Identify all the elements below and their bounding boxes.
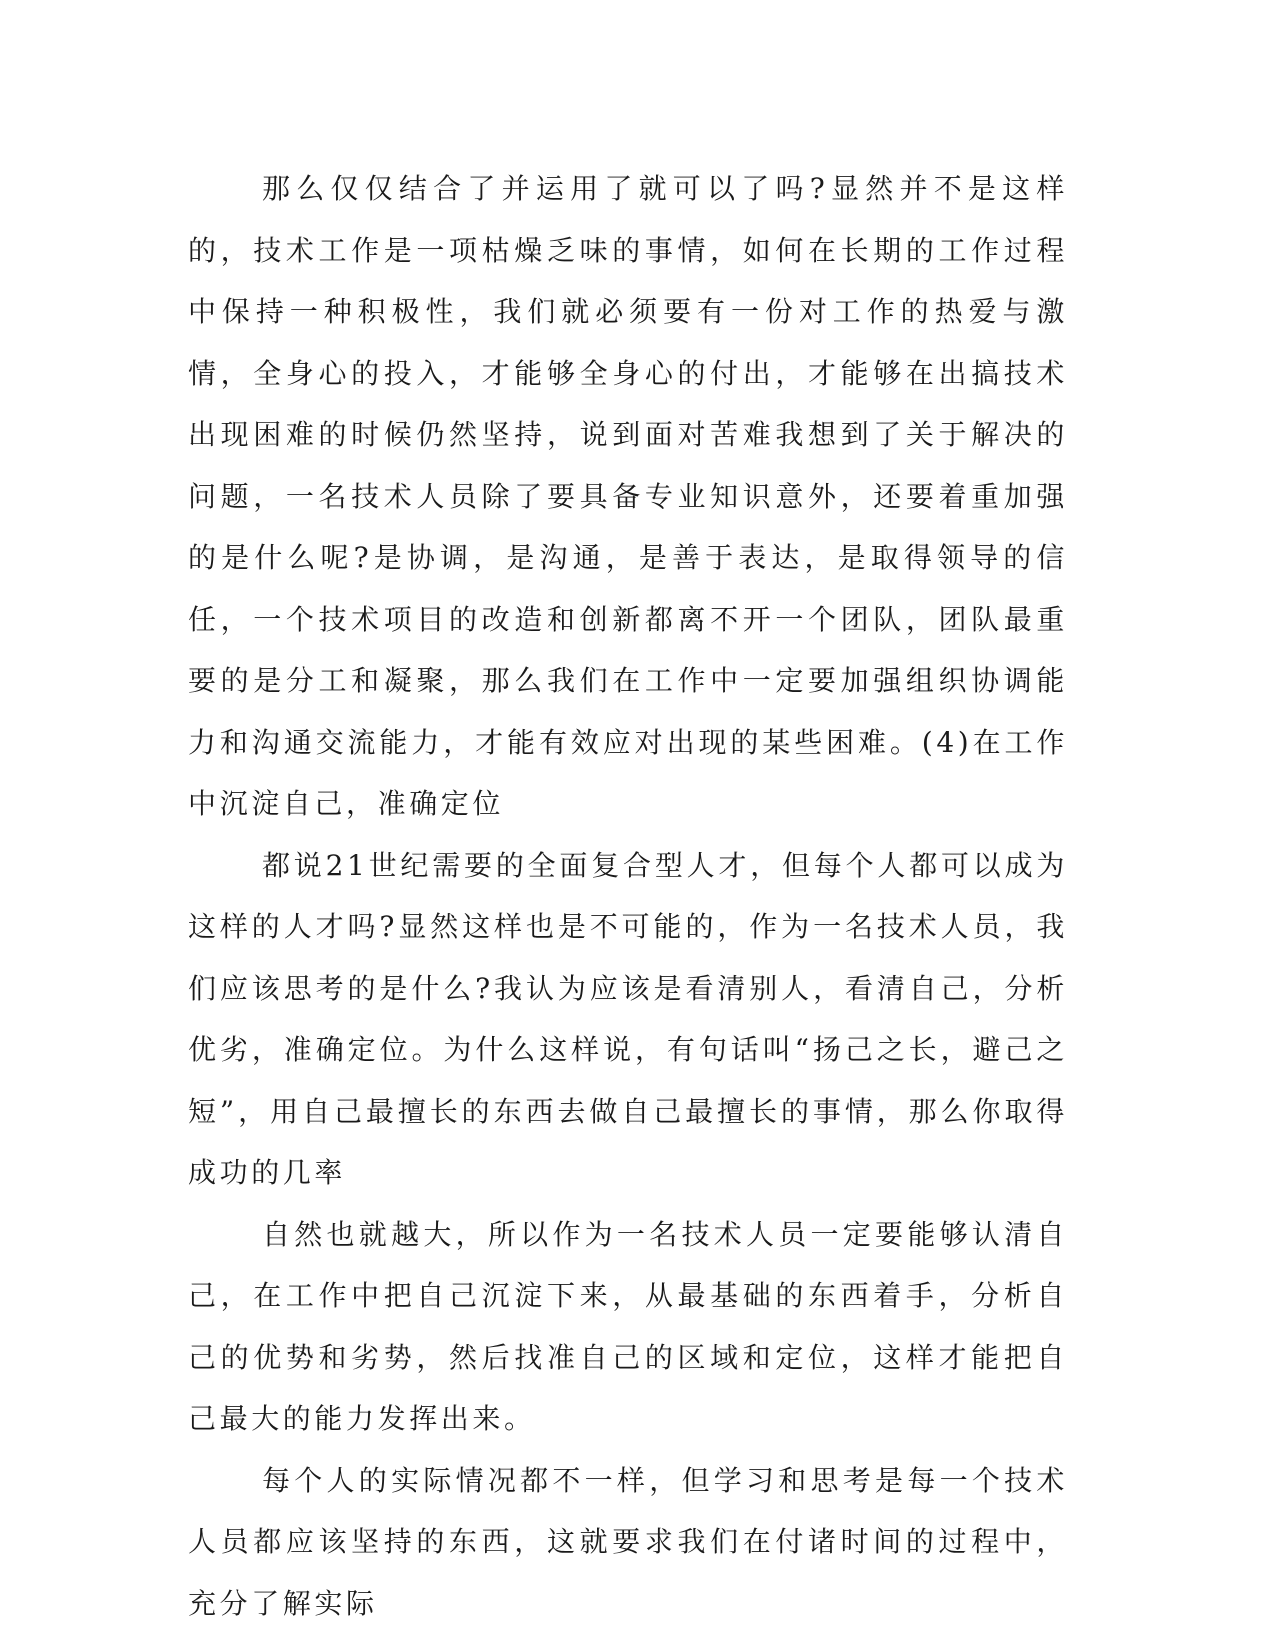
paragraph-4: 每个人的实际情况都不一样，但学习和思考是每一个技术人员都应该坚持的东西，这就要求我们在付诸时间的过程中，充分了解实际 bbox=[188, 1463, 1068, 1620]
body-text bbox=[188, 158, 1068, 1634]
paragraph-2: 都说21世纪需要的全面复合型人才，但每个人都可以成为这样的人才吗?显然这样也是不可能的，作为一名技术人员，我们应该思考的是什么?我认为应该是看清别人，看清自己，分析优劣，准确定位。为什么这样说，有句话叫“扬己之长，避己之短”，用自己最擅长的东西去做自己最擅长的事情，那么你取得成功的几率 bbox=[188, 848, 1068, 1189]
paragraph-3: 自然也就越大，所以作为一名技术人员一定要能够认清自己，在工作中把自己沉淀下来，从最基础的东西着手，分析自己的优势和劣势，然后找准自己的区域和定位，这样才能把自己最大的能力发挥出来。 bbox=[188, 1217, 1068, 1435]
paragraph-1: 那么仅仅结合了并运用了就可以了吗?显然并不是这样的，技术工作是一项枯燥乏味的事情，如何在长期的工作过程中保持一种积极性，我们就必须要有一份对工作的热爱与激情，全身心的投入，才能够全身心的付出，才能够在出搞技术出现困难的时候仍然坚持，说到面对苦难我想到了关于解决的问题，一名技术人员除了要具备专业知识意外，还要着重加强的是什么呢?是协调，是沟通，是善于表达，是取得领导的信任，一个技术项目的改造和创新都离不开一个团队，团队最重要的是分工和凝聚，那么我们在工作中一定要加强组织协调能力和沟通交流能力，才能有效应对出现的某些困难。(4)在工作中沉淀自己，准确定位 bbox=[188, 172, 1068, 820]
